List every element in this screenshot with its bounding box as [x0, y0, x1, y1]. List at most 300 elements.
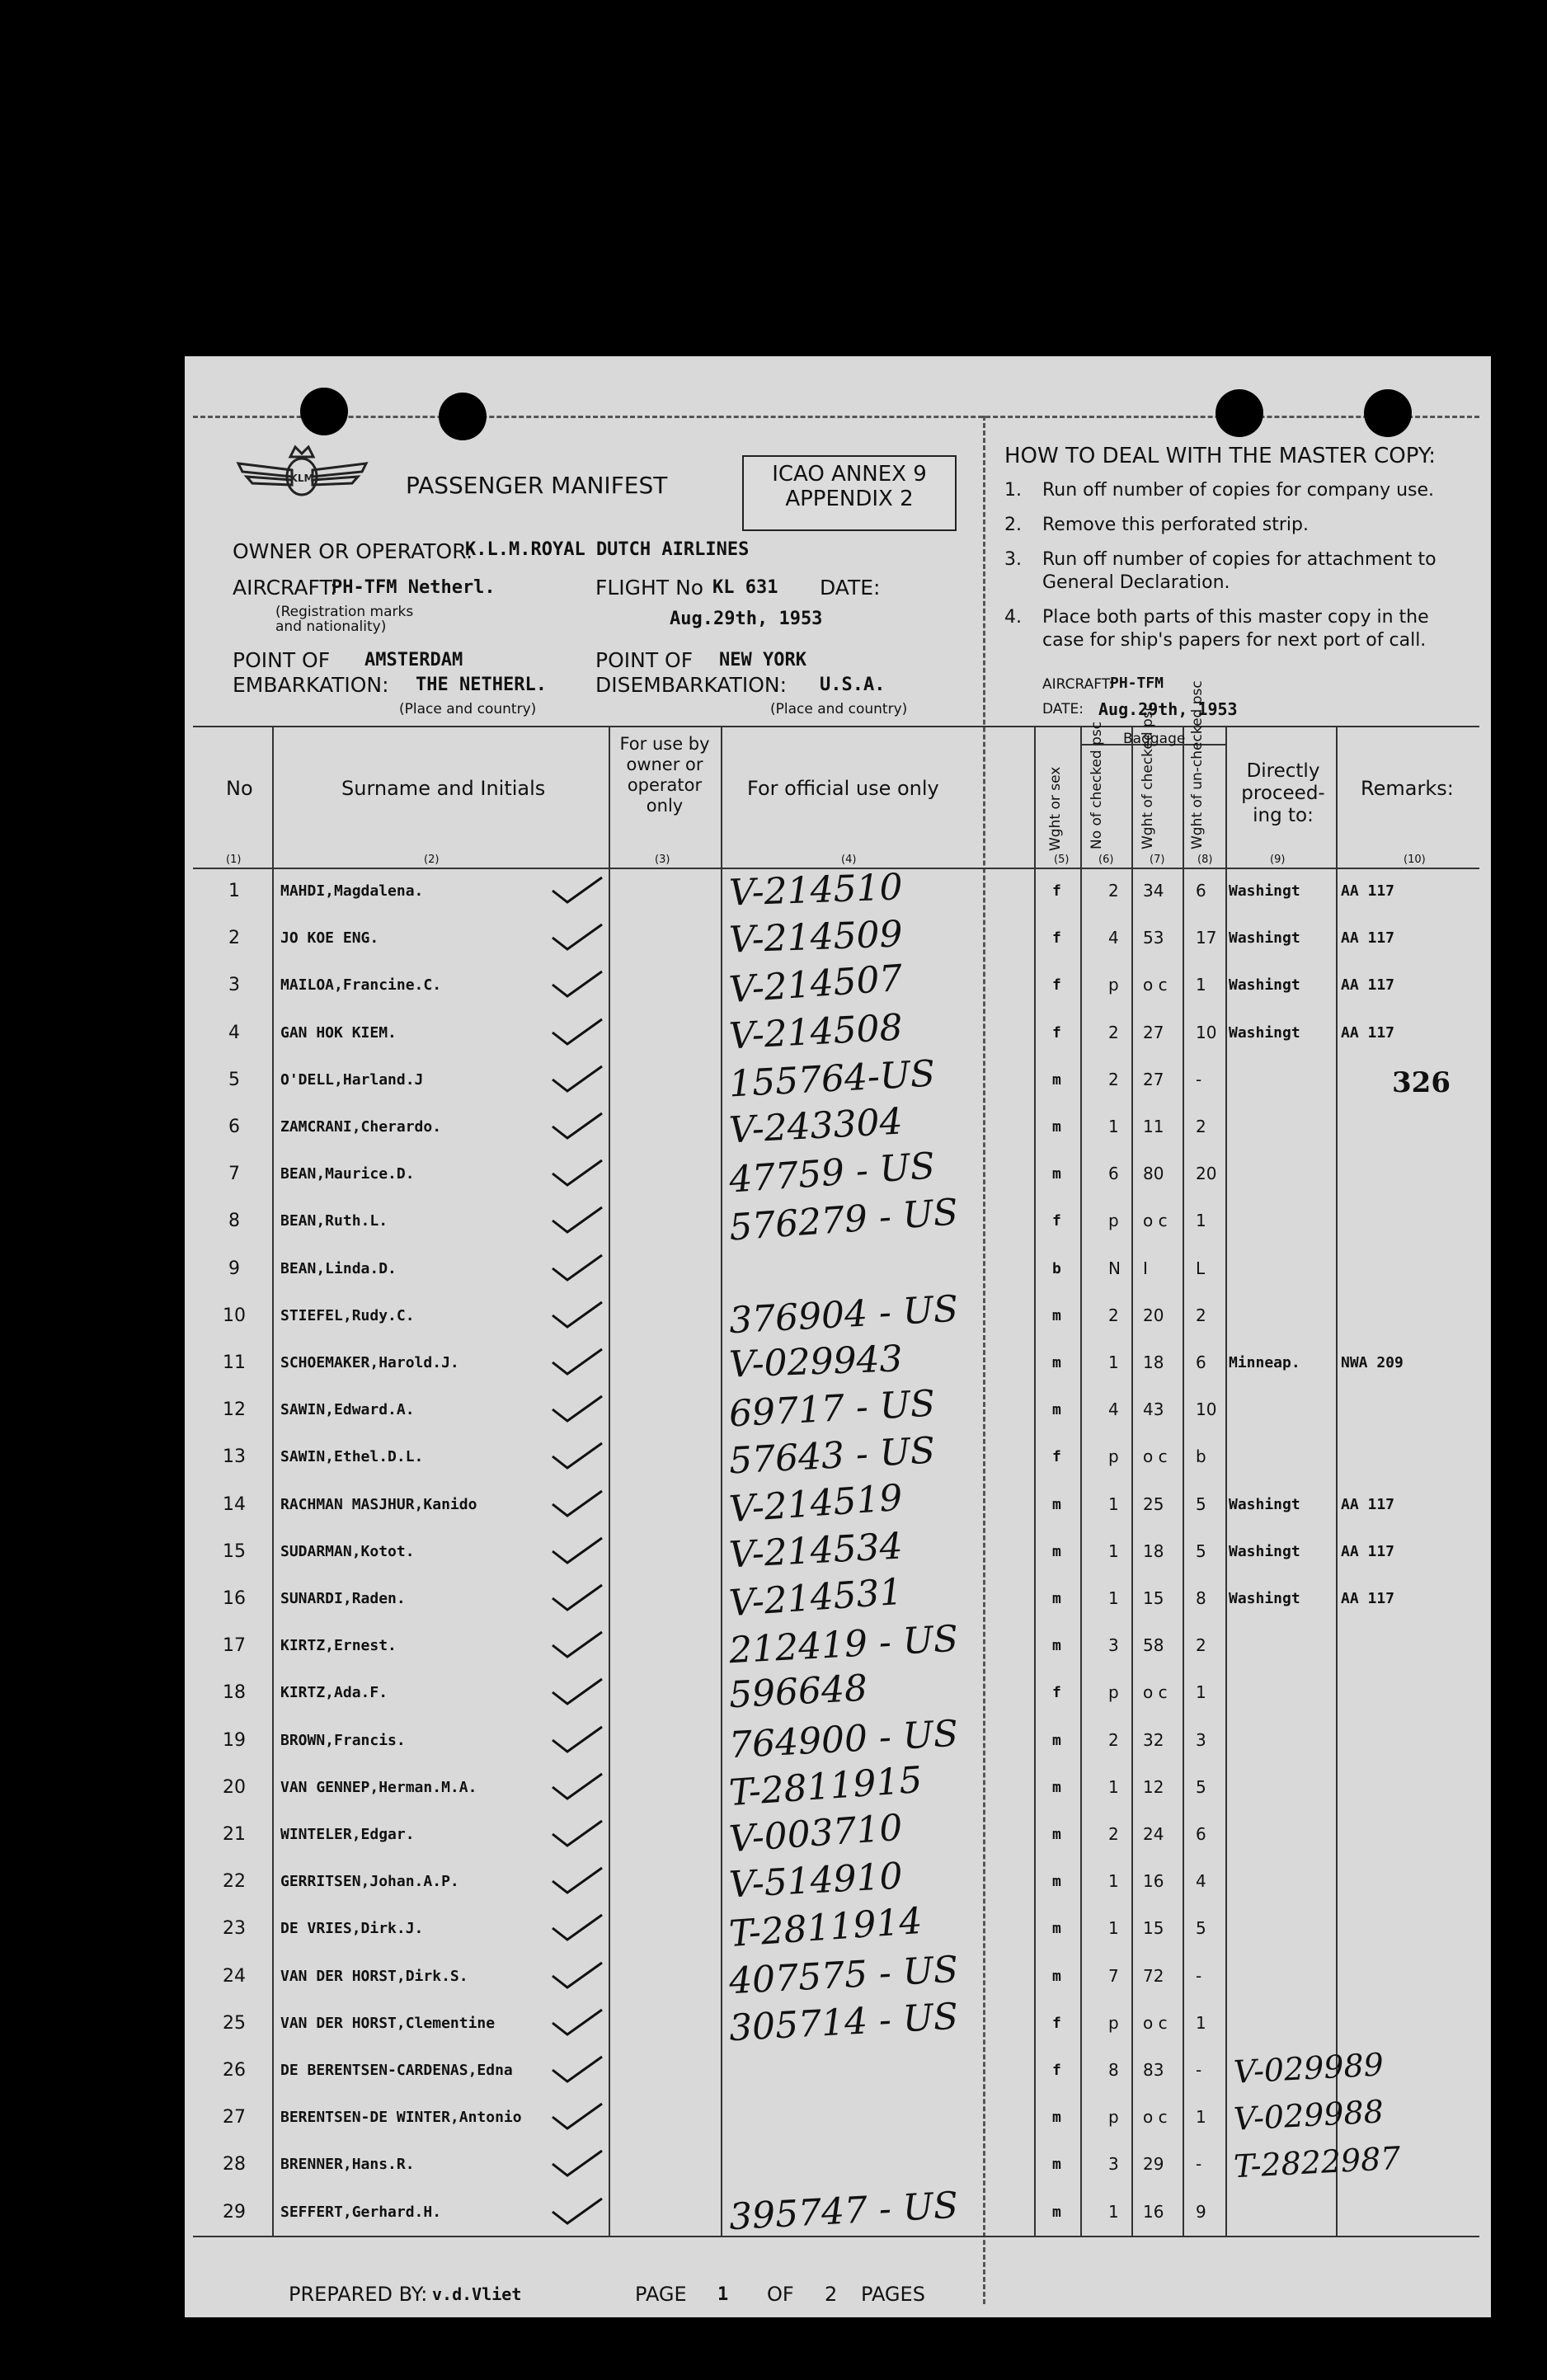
manifest-sheet: [185, 356, 1491, 2317]
remark: AA 117: [1341, 882, 1395, 900]
unchecked-weight: 9: [1196, 2201, 1206, 2222]
passenger-sex: m: [1052, 1778, 1061, 1796]
checked-pieces: 1: [1108, 1352, 1119, 1372]
passenger-sex: m: [1052, 1070, 1061, 1089]
check-mark-icon: [548, 1531, 605, 1571]
passenger-name: GERRITSEN,Johan.A.P.: [280, 1873, 459, 1891]
instruction-text: Run off number of copies for attachment to: [1042, 549, 1436, 570]
perforated-strip-line: [193, 416, 1479, 418]
remark: V-029989: [1232, 2046, 1385, 2091]
checked-weight: I: [1143, 1258, 1148, 1278]
checked-pieces: 6: [1108, 1164, 1119, 1184]
flight-value: KL 631: [712, 577, 778, 598]
unchecked-weight: 5: [1196, 1918, 1206, 1939]
column-number: (3): [655, 854, 670, 866]
destination: Minneap.: [1229, 1354, 1300, 1371]
destination: Washingt: [1229, 1542, 1300, 1560]
instr-date-value: Aug.29th, 1953: [1098, 699, 1238, 719]
instruction-number: 4.: [1004, 607, 1022, 628]
svg-text:KLM: KLM: [289, 473, 314, 484]
remark: AA 117: [1341, 976, 1395, 995]
checked-pieces: 2: [1108, 1729, 1119, 1750]
passenger-sex: m: [1052, 1967, 1061, 1985]
check-mark-icon: [548, 1814, 605, 1854]
passenger-sex: f: [1052, 1684, 1061, 1702]
unchecked-weight: 4: [1196, 1871, 1206, 1892]
passenger-sex: m: [1052, 1354, 1061, 1371]
instr-aircraft-value: PH-TFM: [1110, 675, 1164, 692]
instr-date-label: DATE:: [1042, 701, 1084, 717]
checked-weight: 80: [1143, 1164, 1164, 1184]
pod-label-2: DISEMBARKATION:: [595, 673, 788, 697]
passenger-name: BEAN,Ruth.L.: [280, 1212, 388, 1230]
checked-weight: 15: [1143, 1588, 1164, 1608]
unchecked-weight: 10: [1196, 1399, 1217, 1420]
instruction-text: Place both parts of this master copy in the: [1042, 607, 1429, 628]
destination: Washingt: [1229, 882, 1300, 900]
check-mark-icon: [548, 2003, 605, 2043]
column-number: (1): [226, 854, 242, 866]
passenger-name: VAN DER HORST,Clementine: [280, 2014, 496, 2032]
checked-weight: o c: [1143, 2107, 1168, 2128]
header-wght-unchecked: Wght of un-checked psc: [1189, 680, 1206, 849]
unchecked-weight: 1: [1196, 1682, 1206, 1703]
destination: Washingt: [1229, 1590, 1300, 1607]
official-entry: V-029943: [728, 1338, 904, 1386]
header-wght-checked: Wght of checked psc: [1140, 703, 1156, 849]
destination: Washingt: [1229, 1495, 1300, 1513]
official-entry: 305714 - US: [727, 1995, 960, 2050]
row-number: 27: [223, 2107, 246, 2128]
official-entry: V-214534: [727, 1525, 904, 1577]
passenger-sex: m: [1052, 1118, 1061, 1136]
passenger-name: VAN DER HORST,Dirk.S.: [280, 1967, 468, 1985]
owner-value: K.L.M.ROYAL DUTCH AIRLINES: [465, 539, 750, 560]
passenger-name: GAN HOK KIEM.: [280, 1023, 397, 1042]
checked-pieces: 2: [1108, 1022, 1119, 1042]
passenger-name: JO KOE ENG.: [280, 929, 379, 948]
check-mark-icon: [548, 1437, 605, 1476]
row-number: 3: [228, 975, 240, 996]
passenger-name: DE VRIES,Dirk.J.: [280, 1920, 424, 1938]
remark: 326: [1392, 1065, 1451, 1099]
checked-pieces: 2: [1108, 1824, 1119, 1844]
row-number: 7: [228, 1164, 240, 1185]
official-entry: 69717 - US: [727, 1382, 937, 1436]
passenger-sex: m: [1052, 1920, 1061, 1938]
punch-hole: [439, 393, 487, 440]
checked-weight: 27: [1143, 1022, 1164, 1042]
passenger-name: O'DELL,Harland.J: [280, 1070, 424, 1089]
column-number: (2): [424, 854, 440, 866]
check-mark-icon: [548, 1767, 605, 1807]
header-no-checked: No of checked psc: [1089, 721, 1105, 849]
official-entry: V-514910: [727, 1855, 904, 1907]
passenger-name: WINTELER,Edgar.: [280, 1826, 415, 1843]
official-entry: 212419 - US: [727, 1617, 960, 1672]
checked-pieces: N: [1108, 1258, 1121, 1278]
passenger-sex: f: [1052, 2014, 1061, 2032]
row-number: 1: [228, 881, 240, 901]
checked-pieces: 1: [1108, 1776, 1119, 1797]
check-mark-icon: [548, 2097, 605, 2137]
poe-label-1: POINT OF: [233, 648, 331, 672]
aircraft-note-1: (Registration marks: [275, 604, 414, 620]
official-entry: 155764-US: [727, 1052, 937, 1106]
remark: NWA 209: [1341, 1354, 1404, 1371]
aircraft-value: PH-TFM Netherl.: [332, 577, 496, 598]
instruction-text-cont: General Declaration.: [1042, 572, 1230, 593]
pod-value-1: NEW YORK: [719, 650, 806, 670]
passenger-sex: m: [1052, 1306, 1061, 1324]
checked-weight: 53: [1143, 928, 1164, 948]
column-number: (7): [1150, 854, 1165, 866]
passenger-sex: m: [1052, 1637, 1061, 1655]
passenger-sex: m: [1052, 1495, 1061, 1513]
checked-pieces: p: [1108, 1682, 1119, 1703]
icao-annex: ICAO ANNEX 9: [772, 462, 927, 487]
check-mark-icon: [548, 965, 605, 1004]
row-number: 20: [223, 1776, 246, 1798]
checked-weight: 15: [1143, 1918, 1164, 1939]
unchecked-weight: -: [1196, 2154, 1202, 2175]
table-top-rule: [193, 726, 1479, 727]
column-number: (4): [841, 854, 857, 866]
check-mark-icon: [548, 1201, 605, 1240]
checked-pieces: 7: [1108, 1965, 1119, 1986]
checked-pieces: p: [1108, 2012, 1119, 2033]
row-number: 23: [223, 1918, 246, 1940]
column-number: (6): [1098, 854, 1114, 866]
official-entry: V-214508: [727, 1006, 904, 1058]
unchecked-weight: L: [1196, 1258, 1206, 1278]
row-number: 18: [223, 1682, 246, 1704]
row-number: 25: [223, 2012, 246, 2034]
icao-appendix: APPENDIX 2: [785, 487, 914, 511]
checked-pieces: 1: [1108, 1918, 1119, 1939]
checked-weight: 27: [1143, 1069, 1164, 1089]
passenger-sex: f: [1052, 1212, 1061, 1230]
passenger-name: MAILOA,Francine.C.: [280, 976, 442, 995]
instruction-text: Remove this perforated strip.: [1042, 515, 1310, 535]
instruction-text: Run off number of copies for company use.: [1042, 480, 1435, 501]
date-value: Aug.29th, 1953: [670, 609, 823, 629]
check-mark-icon: [548, 1720, 605, 1760]
official-entry: 47759 - US: [727, 1145, 937, 1202]
row-number: 11: [223, 1352, 246, 1373]
of-label: OF: [767, 2283, 794, 2306]
column-number: (9): [1270, 854, 1286, 866]
passenger-name: SAWIN,Edward.A.: [280, 1401, 415, 1419]
checked-pieces: 2: [1108, 1069, 1119, 1089]
passenger-sex: f: [1052, 1023, 1061, 1042]
unchecked-weight: 5: [1196, 1776, 1206, 1797]
official-entry: 376904 - US: [727, 1287, 960, 1343]
passenger-sex: f: [1052, 882, 1061, 900]
passenger-name: SCHOEMAKER,Harold.J.: [280, 1354, 459, 1371]
passenger-sex: m: [1052, 1826, 1061, 1843]
passenger-sex: b: [1052, 1259, 1061, 1277]
pod-label-1: POINT OF: [595, 648, 694, 672]
passenger-sex: m: [1052, 1873, 1061, 1891]
checked-pieces: 2: [1108, 881, 1119, 901]
row-number: 9: [228, 1258, 240, 1279]
instruction-number: 1.: [1004, 480, 1022, 501]
pod-value-2: U.S.A.: [820, 675, 886, 695]
row-number: 13: [223, 1446, 246, 1468]
check-mark-icon: [548, 1578, 605, 1618]
checked-weight: 18: [1143, 1352, 1164, 1372]
passenger-name: BEAN,Linda.D.: [280, 1259, 397, 1277]
official-entry: V-003710: [727, 1806, 905, 1861]
row-number: 6: [228, 1117, 240, 1137]
checked-weight: 29: [1143, 2154, 1164, 2175]
checked-pieces: 1: [1108, 1540, 1119, 1561]
passenger-name: ZAMCRANI,Cherardo.: [280, 1118, 442, 1136]
poe-label-2: EMBARKATION:: [233, 673, 389, 697]
check-mark-icon: [548, 1343, 605, 1382]
instruction-number: 2.: [1004, 515, 1022, 535]
checked-pieces: 4: [1108, 1399, 1119, 1420]
checked-pieces: 1: [1108, 1493, 1119, 1514]
remark: AA 117: [1341, 929, 1395, 948]
unchecked-weight: 6: [1196, 881, 1206, 901]
unchecked-weight: 6: [1196, 1352, 1206, 1372]
row-number: 26: [223, 2060, 246, 2081]
checked-weight: 12: [1143, 1776, 1164, 1797]
passenger-sex: f: [1052, 1448, 1061, 1466]
passenger-name: STIEFEL,Rudy.C.: [280, 1306, 415, 1324]
passenger-name: SEFFERT,Gerhard.H.: [280, 2203, 442, 2221]
prepared-by-value: v.d.Vliet: [432, 2284, 522, 2304]
unchecked-weight: 6: [1196, 1824, 1206, 1844]
row-number: 29: [223, 2201, 246, 2222]
checked-weight: 72: [1143, 1965, 1164, 1986]
check-mark-icon: [548, 2144, 605, 2184]
checked-weight: o c: [1143, 1682, 1168, 1703]
check-mark-icon: [548, 1060, 605, 1099]
unchecked-weight: 10: [1196, 1022, 1217, 1042]
destination: Washingt: [1229, 976, 1300, 995]
unchecked-weight: 2: [1196, 1305, 1206, 1325]
row-number: 5: [228, 1069, 240, 1090]
remark: T-2822987: [1232, 2140, 1402, 2185]
passenger-name: SAWIN,Ethel.D.L.: [280, 1448, 424, 1466]
checked-pieces: p: [1108, 975, 1119, 995]
unchecked-weight: 1: [1196, 2107, 1206, 2128]
official-entry: V-214510: [728, 866, 904, 915]
checked-pieces: p: [1108, 1446, 1119, 1467]
check-mark-icon: [548, 1908, 605, 1948]
header-no: No: [226, 777, 253, 800]
row-number: 22: [223, 1871, 246, 1893]
poe-value-1: AMSTERDAM: [364, 650, 463, 670]
remark: AA 117: [1341, 1023, 1395, 1042]
checked-weight: 11: [1143, 1117, 1164, 1136]
official-entry: V-214531: [727, 1570, 905, 1625]
passenger-sex: m: [1052, 1165, 1061, 1183]
row-number: 10: [223, 1305, 246, 1326]
unchecked-weight: 5: [1196, 1493, 1206, 1514]
manifest-title: PASSENGER MANIFEST: [406, 472, 668, 499]
row-number: 4: [228, 1022, 240, 1043]
passenger-sex: m: [1052, 2156, 1061, 2174]
page-label: PAGE: [635, 2283, 687, 2306]
passenger-sex: f: [1052, 2062, 1061, 2079]
row-number: 16: [223, 1588, 246, 1609]
instruction-number: 3.: [1004, 549, 1022, 570]
row-number: 19: [223, 1729, 246, 1751]
official-entry: 57643 - US: [727, 1429, 937, 1483]
column-number: (8): [1197, 854, 1213, 866]
column-number: (5): [1054, 854, 1070, 866]
passenger-sex: m: [1052, 2203, 1061, 2221]
icao-box: [742, 455, 957, 531]
check-mark-icon: [548, 1107, 605, 1146]
check-mark-icon: [548, 1154, 605, 1193]
pages-label: PAGES: [861, 2283, 925, 2306]
aircraft-note-2: and nationality): [275, 619, 387, 635]
header-owner-use: For use by owner or operator only: [619, 734, 710, 816]
checked-pieces: 3: [1108, 1635, 1119, 1656]
row-number: 28: [223, 2154, 246, 2175]
header-name: Surname and Initials: [341, 777, 546, 800]
official-entry: V-214509: [728, 913, 904, 962]
table-bottom-rule: [193, 2236, 1479, 2237]
checked-weight: 25: [1143, 1493, 1164, 1514]
checked-weight: 20: [1143, 1305, 1164, 1325]
remark: AA 117: [1341, 1495, 1395, 1513]
check-mark-icon: [548, 1861, 605, 1901]
header-official-use: For official use only: [747, 777, 939, 800]
row-number: 12: [223, 1399, 246, 1421]
official-entry: 576279 - US: [727, 1191, 960, 1250]
passenger-name: KIRTZ,Ada.F.: [280, 1684, 388, 1702]
unchecked-weight: -: [1196, 1965, 1202, 1986]
official-entry: T-2811915: [727, 1758, 924, 1814]
official-entry: 395747 - US: [727, 2184, 960, 2238]
passenger-name: RACHMAN MASJHUR,Kanido: [280, 1495, 477, 1513]
page-total: 2: [825, 2283, 838, 2306]
flight-label: FLIGHT No: [595, 576, 704, 600]
unchecked-weight: b: [1196, 1446, 1206, 1467]
check-mark-icon: [548, 871, 605, 910]
checked-pieces: p: [1108, 1211, 1119, 1231]
check-mark-icon: [548, 2192, 605, 2232]
passenger-name: MAHDI,Magdalena.: [280, 882, 424, 900]
official-entry: 764900 - US: [727, 1712, 960, 1766]
row-number: 8: [228, 1211, 240, 1232]
passenger-sex: f: [1052, 929, 1061, 948]
check-mark-icon: [548, 1013, 605, 1052]
header-proceeding: Directly proceed-ing to:: [1241, 760, 1325, 826]
checked-weight: 83: [1143, 2060, 1164, 2080]
destination: Washingt: [1229, 929, 1300, 948]
unchecked-weight: -: [1196, 2060, 1202, 2080]
row-number: 15: [223, 1540, 246, 1562]
passenger-name: BERENTSEN-DE WINTER,Antonio: [280, 2109, 522, 2127]
unchecked-weight: 1: [1196, 2012, 1206, 2033]
unchecked-weight: 5: [1196, 1540, 1206, 1561]
passenger-sex: m: [1052, 1401, 1061, 1419]
official-entry: V-214507: [727, 957, 905, 1012]
passenger-sex: m: [1052, 1542, 1061, 1560]
check-mark-icon: [548, 1625, 605, 1665]
unchecked-weight: 1: [1196, 1211, 1206, 1231]
checked-weight: o c: [1143, 2012, 1168, 2033]
checked-weight: 43: [1143, 1399, 1164, 1420]
checked-weight: 18: [1143, 1540, 1164, 1561]
checked-pieces: 1: [1108, 1117, 1119, 1136]
check-mark-icon: [548, 1296, 605, 1335]
row-number: 17: [223, 1635, 246, 1657]
unchecked-weight: -: [1196, 1069, 1202, 1089]
check-mark-icon: [548, 1249, 605, 1288]
instr-aircraft-label: AIRCRAFT:: [1042, 676, 1113, 693]
check-mark-icon: [548, 1956, 605, 1996]
checked-weight: 58: [1143, 1635, 1164, 1656]
check-mark-icon: [548, 1484, 605, 1524]
checked-weight: o c: [1143, 1446, 1168, 1467]
row-number: 24: [223, 1965, 246, 1987]
official-entry: 596648: [727, 1667, 869, 1717]
official-entry: V-243304: [727, 1100, 904, 1152]
page-number: 1: [717, 2284, 729, 2305]
unchecked-weight: 20: [1196, 1164, 1217, 1184]
unchecked-weight: 2: [1196, 1635, 1206, 1656]
checked-weight: 32: [1143, 1729, 1164, 1750]
unchecked-weight: 3: [1196, 1729, 1206, 1750]
destination: Washingt: [1229, 1023, 1300, 1042]
checked-pieces: p: [1108, 2107, 1119, 2128]
checked-pieces: 4: [1108, 928, 1119, 948]
passenger-name: KIRTZ,Ernest.: [280, 1637, 397, 1655]
punch-hole: [300, 388, 348, 435]
checked-weight: o c: [1143, 1211, 1168, 1231]
checked-weight: 34: [1143, 881, 1164, 901]
remark: AA 117: [1341, 1542, 1395, 1560]
check-mark-icon: [548, 1672, 605, 1712]
prepared-by-label: PREPARED BY:: [289, 2283, 428, 2306]
row-number: 21: [223, 1824, 246, 1845]
checked-weight: 16: [1143, 1871, 1164, 1892]
official-entry: V-214519: [727, 1476, 905, 1531]
klm-crown-wings-logo: [234, 439, 370, 508]
place-note-2: (Place and country): [770, 701, 908, 717]
checked-pieces: 1: [1108, 1588, 1119, 1608]
instruction-text-cont: case for ship's papers for next port of call.: [1042, 630, 1427, 651]
row-number: 2: [228, 928, 240, 949]
punch-hole: [1364, 389, 1412, 437]
passenger-name: SUNARDI,Raden.: [280, 1590, 406, 1607]
checked-pieces: 2: [1108, 1305, 1119, 1325]
check-mark-icon: [548, 2050, 605, 2090]
check-mark-icon: [548, 918, 605, 957]
passenger-sex: m: [1052, 2109, 1061, 2127]
date-label: DATE:: [820, 576, 881, 600]
passenger-sex: m: [1052, 1731, 1061, 1749]
passenger-name: SUDARMAN,Kotot.: [280, 1542, 415, 1560]
owner-label: OWNER OR OPERATOR:: [233, 539, 473, 563]
instructions-heading: HOW TO DEAL WITH THE MASTER COPY:: [1004, 444, 1436, 468]
poe-value-2: THE NETHERL.: [416, 675, 547, 695]
punch-hole: [1216, 389, 1263, 437]
header-baggage: Baggage: [1123, 731, 1186, 747]
passenger-name: DE BERENTSEN-CARDENAS,Edna: [280, 2062, 513, 2079]
passenger-name: BRENNER,Hans.R.: [280, 2156, 415, 2174]
checked-pieces: 8: [1108, 2060, 1119, 2080]
check-mark-icon: [548, 1390, 605, 1429]
